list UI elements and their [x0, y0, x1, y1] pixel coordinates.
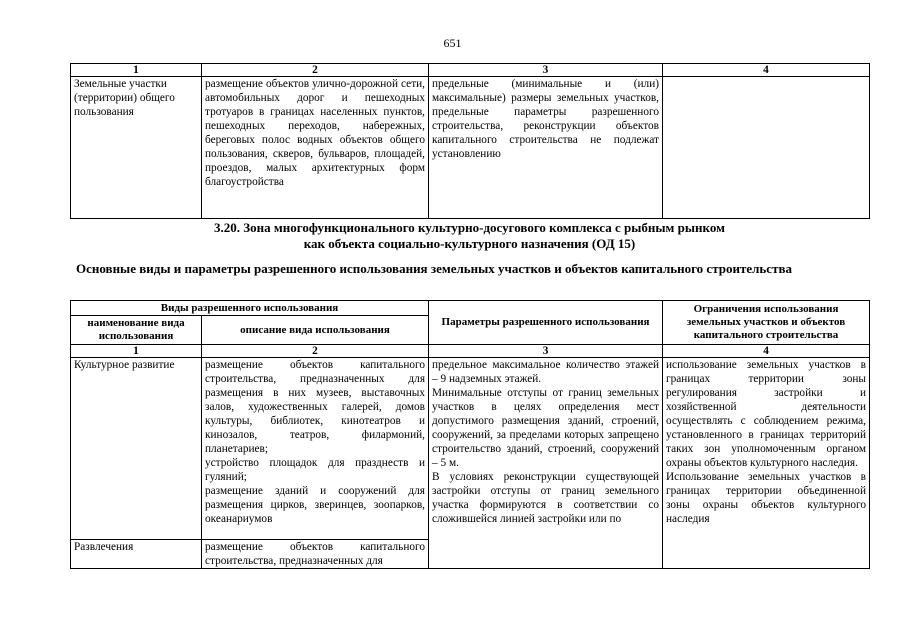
column-number-3: 3 [429, 64, 663, 77]
restrictions-paragraph: использование земельных участков в границах территории зоны регулирования застройки и хозяйственной деятельности осуществлять с соблюдением режима, установленного в границах территорий таких зон уполномоченным органом охраны объектов культурного наследия. [666, 359, 867, 469]
restrictions-paragraph: Использование земельных участков в границах территории объединенной зоны охраны объектов культурного наследия [666, 471, 867, 525]
continuation-table [70, 63, 870, 219]
section-subtitle: Основные виды и параметры разрешенного использования земельных участков и объектов капитального строительства [76, 261, 792, 276]
table-row [71, 358, 870, 540]
use-name-cell: Развлечения [71, 540, 202, 569]
restrictions-cell [663, 77, 870, 219]
column-number-row [71, 64, 870, 77]
parameters-paragraph: Минимальные отступы от границ земельных участков в целях определения мест допустимого размещения зданий, строений, сооружений, за пределами которых запрещено строительство зданий, строений, сооружений – 5 м. [432, 387, 660, 469]
parameters-paragraph: предельное максимальное количество этажей – 9 надземных этажей. [432, 359, 660, 385]
use-description-cell [202, 358, 429, 540]
parameters-cell: предельные (минимальные и (или) максимальные) размеры земельных участков, предельные параметры разрешенного строительства, реконструкции объектов капитального строительства не подлежат установлению [429, 77, 663, 219]
restrictions-cell [663, 358, 870, 569]
header-use-name: наименование вида использования [71, 316, 202, 345]
column-number-1: 1 [71, 345, 202, 358]
column-number-2: 2 [202, 345, 429, 358]
permitted-use-table [70, 300, 870, 569]
zone-title [70, 220, 869, 252]
column-number-4: 4 [663, 64, 870, 77]
use-name-cell: Культурное развитие [71, 358, 202, 540]
zone-title-line-1: 3.20. Зона многофункционального культурно-досугового комплекса с рыбным рынком [214, 220, 725, 235]
description-paragraph: размещение объектов капитального строительства, предназначенных для размещения в них музеев, выставочных залов, художественных галерей, домов культуры, библиотек, кинотеатров и кинозалов, театров, филармоний, планетариев; [205, 359, 426, 455]
header-use-description: описание вида использования [202, 316, 429, 345]
column-number-row [71, 345, 870, 358]
use-description-cell: размещение объектов капитального строительства, предназначенных для [202, 540, 429, 569]
zone-title-line-2: как объекта социально-культурного назначения (ОД 15) [303, 236, 636, 251]
use-description-cell: размещение объектов улично-дорожной сети, автомобильных дорог и пешеходных тротуаров в границах населенных пунктов, пешеходных переходов, набережных, береговых полос водных объектов общего пользования, скверов, бульваров, площадей, проездов, малых архитектурных форм благоустройства [202, 77, 429, 219]
header-restrictions: Ограничения использования земельных участков и объектов капитального строительства [663, 301, 870, 345]
column-number-2: 2 [202, 64, 429, 77]
column-number-1: 1 [71, 64, 202, 77]
description-paragraph: размещение зданий и сооружений для размещения цирков, зверинцев, зоопарков, океанариумов [205, 485, 426, 525]
parameters-paragraph: В условиях реконструкции существующей застройки отступы от границ земельного участка формируются в соответствии со сложившейся линией застройки или по [432, 471, 660, 525]
table-row [71, 77, 870, 219]
description-paragraph: устройство площадок для празднеств и гуляний; [205, 457, 426, 483]
header-permitted-uses: Виды разрешенного использования [71, 301, 429, 316]
parameters-cell [429, 358, 663, 569]
header-row-1 [71, 301, 870, 316]
column-number-4: 4 [663, 345, 870, 358]
header-parameters: Параметры разрешенного использования [429, 301, 663, 345]
use-name-cell: Земельные участки (территории) общего пользования [71, 77, 202, 219]
column-number-3: 3 [429, 345, 663, 358]
page-number: 651 [443, 36, 462, 50]
